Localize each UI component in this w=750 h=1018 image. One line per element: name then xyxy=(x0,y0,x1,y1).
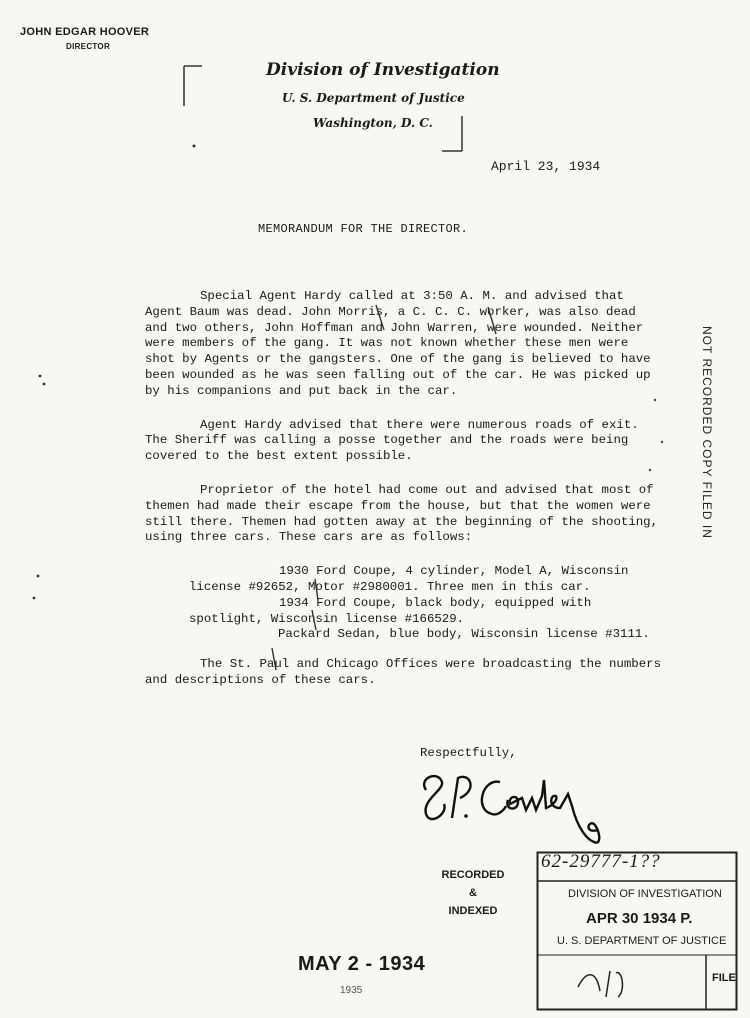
memo-date: April 23, 1934 xyxy=(491,159,601,174)
paragraph-3: Proprietor of the hotel had come out and advised that most of themen had made their escape from the house, but that the women were still there. Themen had gotten away at the beginning of the shooting, using three cars. These cars are as follows: xyxy=(145,482,659,545)
recorded-stamp-line-1: RECORDED xyxy=(441,869,505,881)
file-stamp-department: U. S. DEPARTMENT OF JUSTICE xyxy=(557,935,727,947)
director-name: JOHN EDGAR HOOVER xyxy=(20,26,150,38)
car-1-line-1: 1930 Ford Coupe, 4 cylinder, Model A, Wisconsin xyxy=(279,564,629,579)
car-3-line-1: Packard Sedan, blue body, Wisconsin license #3111. xyxy=(278,627,650,642)
car-1-line-2: license #92652, Motor #2980001. Three men in this car. xyxy=(189,579,591,594)
received-date-under: 1935 xyxy=(340,985,363,996)
closing-paragraph: The St. Paul and Chicago Offices were broadcasting the numbers and descriptions of these cars. xyxy=(145,657,662,687)
file-stamp-division: DIVISION OF INVESTIGATION xyxy=(568,888,722,900)
car-2-line-2: spotlight, Wisconsin license #166529. xyxy=(189,611,465,626)
margin-note: NOT RECORDED COPY FILED IN xyxy=(700,326,714,539)
received-date-stamp: MAY 2 - 1934 xyxy=(298,953,426,975)
letterhead-division: Division of Investigation xyxy=(266,60,500,80)
recorded-stamp-line-2: & xyxy=(469,887,477,899)
file-stamp-date: APR 30 1934 P. xyxy=(586,910,693,927)
paragraph-2: Agent Hardy advised that there were numerous roads of exit. The Sheriff was calling a posse together and the roads were being covered to the best extent possible. xyxy=(145,417,639,464)
paragraph-1: Special Agent Hardy called at 3:50 A. M. and advised that Agent Baum was dead. John Morris, a C. C. C. worker, was also dead and two others, John Hoffman and John Warren, were wounded. Neither were members of the gang. It was not known whether these men were shot by Agents or the gangsters. One of the gang is believed to have been wounded as he was seen falling out of the car. He was picked up by his companions and put back in the car. xyxy=(145,289,651,398)
director-title: DIRECTOR xyxy=(66,42,111,51)
recorded-stamp-line-3: INDEXED xyxy=(448,905,498,917)
letterhead-city: Washington, D. C. xyxy=(313,116,433,130)
car-2-line-1: 1934 Ford Coupe, black body, equipped with xyxy=(279,595,592,610)
letterhead-department: U. S. Department of Justice xyxy=(282,91,465,105)
closing: Respectfully, xyxy=(420,746,517,760)
file-number: 62-29777-1?? xyxy=(541,851,661,872)
file-stamp-file-label: FILE xyxy=(712,972,736,984)
memo-title: MEMORANDUM FOR THE DIRECTOR. xyxy=(258,222,469,236)
